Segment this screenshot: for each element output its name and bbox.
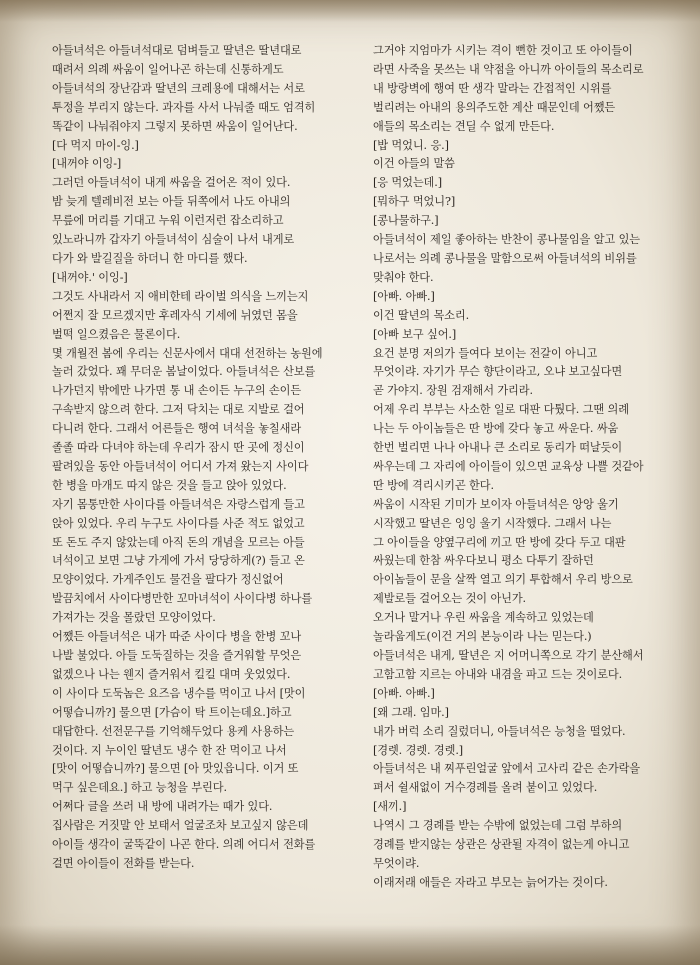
text-line: [다 먹지 마이-잉.] bbox=[52, 138, 139, 152]
text-line: 있노라니까 갑자기 아들녀석이 심술이 나서 내게로 bbox=[52, 233, 295, 247]
text-line: 무엇이랴. bbox=[373, 856, 420, 870]
text-line: 이 사이다 도둑놈은 요즈음 냉수를 먹이고 나서 [맛이 bbox=[52, 686, 306, 700]
text-line: 펴서 쉴새없이 거수경례를 올려 붙이고 있었다. bbox=[373, 781, 598, 795]
text-line: 먹구 싶은데요.] 하고 능청을 부린다. bbox=[52, 781, 227, 795]
text-line: 몇 개월전 봄에 우리는 신문사에서 대대 선전하는 농원에 bbox=[52, 346, 323, 360]
text-line: 집사람은 거짓말 안 보태서 얼굴조차 보고싶지 않은데 bbox=[52, 819, 309, 833]
text-line: [내꺼야 이잉-] bbox=[52, 157, 122, 171]
text-line: 또 돈도 주지 않았는데 아직 돈의 개념을 모르는 아들 bbox=[52, 535, 305, 549]
right-text-column bbox=[373, 42, 678, 893]
text-line: 없겠으나 나는 웬지 즐거워서 킬킬 대며 웃었었다. bbox=[52, 667, 291, 681]
text-line: 무엇이랴. 자기가 무슨 향단이라고, 오냐 보고싶다면 bbox=[373, 365, 623, 379]
text-line: [아빠 보구 싶어.] bbox=[373, 327, 457, 341]
text-line: 어떻습니까?] 물으면 [가슴이 탁 트이는데요.]하고 bbox=[52, 705, 292, 719]
text-line: 것이다. 지 누이인 딸년도 냉수 한 잔 먹이고 나서 bbox=[52, 743, 287, 757]
text-line: 한 병을 마개도 따지 않은 것을 들고 앉아 있었다. bbox=[52, 478, 287, 492]
text-line: 아들녀석의 장난감과 딸년의 크레용에 대해서는 서로 bbox=[52, 81, 305, 95]
text-line: 내 방랑벽에 행여 딴 생각 말라는 간접적인 시위를 bbox=[373, 81, 612, 95]
text-line: 아들녀석은 아들녀석대로 덤벼들고 딸년은 딸년대로 bbox=[52, 44, 302, 57]
text-line: 나발 불었다. 아들 도둑질하는 것을 즐거워할 무엇은 bbox=[52, 649, 302, 662]
text-line: 아이놈들이 문을 살짝 열고 의기 투합해서 우리 방으로 bbox=[373, 573, 633, 587]
text-line: 내가 버럭 소리 질렀더니, 아들녀석은 능청을 떨었다. bbox=[373, 724, 626, 738]
text-line: [밥 먹었니. 응.] bbox=[373, 138, 449, 152]
text-line: 경례를 받지않는 상관은 상관될 자격이 없는게 아니고 bbox=[373, 838, 630, 852]
text-line: 요건 분명 저의가 들여다 보이는 전갈이 아니고 bbox=[373, 346, 598, 360]
text-line: 팔려있을 동안 아들녀석이 어디서 가져 왔는지 사이다 bbox=[52, 459, 309, 473]
text-line: 아들녀석은 내게, 딸년은 지 어머니쪽으로 각기 분산해서 bbox=[373, 649, 644, 662]
text-line: 아들녀석은 내 찌푸린얼굴 앞에서 고사리 같은 손가락을 bbox=[373, 762, 641, 776]
text-line: [새끼.] bbox=[373, 800, 407, 814]
text-line: 벌떡 일으켰음은 물론이다. bbox=[52, 327, 181, 341]
text-line: 졸졸 따라 다녀야 하는데 우리가 잠시 딴 곳에 정신이 bbox=[52, 441, 305, 455]
text-line: 시작했고 딸년은 잉잉 울기 시작했다. 그래서 나는 bbox=[373, 516, 612, 530]
text-line: 제발로들 걸어오는 것이 아닌가. bbox=[373, 592, 527, 606]
text-line: 발끔치에서 사이다병만한 꼬마녀석이 사이다병 하나를 bbox=[52, 592, 313, 606]
text-line: 밤 늦게 텔레비전 보는 아들 뒤쪽에서 나도 아내의 bbox=[52, 195, 291, 209]
text-line: 그것도 사내라서 지 애비한테 라이벌 의식을 느끼는지 bbox=[52, 289, 309, 303]
text-line: [내꺼야.' 이잉-] bbox=[52, 270, 128, 284]
text-line: 맞춰야 한다. bbox=[373, 270, 434, 284]
text-line: 나는 두 아이놈들은 딴 방에 갖다 놓고 싸운다. 싸움 bbox=[373, 422, 619, 436]
text-line: 벌리려는 아내의 용의주도한 계산 때문인데 어쨌든 bbox=[373, 100, 616, 114]
text-line: 어제 우리 부부는 사소한 일로 대판 다퉜다. 그땐 의례 bbox=[373, 403, 629, 417]
text-line: 모양이었다. 가게주인도 물건을 팔다가 정신없어 bbox=[52, 573, 284, 587]
text-line: 나가던지 밖에만 나가면 통 내 손이든 누구의 손이든 bbox=[52, 384, 302, 398]
text-line: 이래저래 애들은 자라고 부모는 늙어가는 것이다. bbox=[373, 875, 608, 889]
text-line: [응 먹었는데.] bbox=[373, 176, 442, 190]
text-line: [경렛. 경렛. 경렛.] bbox=[373, 743, 464, 757]
text-line: [아빠. 아빠.] bbox=[373, 289, 435, 303]
text-line: 놀러 갔었다. 꽤 무더운 봄날이었다. 아들녀석은 산보를 bbox=[52, 365, 316, 379]
text-line: 싸우는데 그 자리에 아이들이 있으면 교육상 나쁠 것같아 bbox=[373, 459, 644, 473]
text-line: 무릎에 머리를 기대고 누워 이런저런 잡소리하고 bbox=[52, 214, 284, 228]
text-line: 이건 딸년의 목소리. bbox=[373, 308, 470, 322]
text-line: 그 아이들을 양옆구리에 끼고 딴 방에 갖다 두고 대판 bbox=[373, 535, 626, 549]
text-line: 놀라웁게도(이건 거의 본능이라 나는 믿는다.) bbox=[373, 630, 592, 644]
text-line: 싸웠는데 한참 싸우다보니 평소 다투기 잘하던 bbox=[373, 554, 594, 568]
text-line: 앉아 있었다. 우리 누구도 사이다를 사준 적도 없었고 bbox=[52, 516, 305, 530]
text-line: 때려서 의례 싸움이 일어나곤 하는데 신통하게도 bbox=[52, 62, 284, 76]
text-line: 그러던 아들녀석이 내게 싸움을 걸어온 적이 있다. bbox=[52, 176, 291, 190]
text-line: 고함고함 지르는 아내와 내겸을 파고 드는 것이로다. bbox=[373, 667, 623, 681]
text-line: 아이들 생각이 굴뚝같이 나곤 한다. 의례 어디서 전화를 bbox=[52, 838, 316, 852]
paper-top-edge bbox=[0, 0, 700, 22]
text-line: 녀석이고 보면 그냥 가게에 가서 당당하게(?) 들고 온 bbox=[52, 554, 305, 568]
text-line: [왜 그래. 임마.] bbox=[373, 705, 449, 719]
text-line: 어쨌든 아들녀석은 내가 따준 사이다 병을 한병 꼬나 bbox=[52, 630, 302, 644]
text-line: 가져가는 것을 몰랐던 모양이었다. bbox=[52, 611, 216, 625]
text-line: [맛이 어떻습니까?] 물으면 [아 맛있읍니다. 이거 또 bbox=[52, 762, 299, 776]
text-line: 이건 아들의 말씀 bbox=[373, 157, 455, 171]
text-line: 다니려 한다. 그래서 어른들은 행여 녀석을 놓칠새라 bbox=[52, 422, 302, 436]
text-line: 한번 벌리면 나나 아내나 큰 소리로 동리가 떠날듯이 bbox=[373, 441, 623, 455]
text-line: 아들녀석이 제일 좋아하는 반찬이 콩나물임을 알고 있는 bbox=[373, 233, 641, 247]
text-line: 그거야 지엄마가 시키는 격이 뻔한 것이고 또 아이들이 bbox=[373, 44, 633, 57]
left-text-column bbox=[52, 42, 352, 874]
text-line: 똑같이 나눠줘야지 그렇지 못하면 싸움이 일어난다. bbox=[52, 119, 298, 133]
text-line: 나로서는 의례 콩나물을 말함으로써 아들녀석의 비위를 bbox=[373, 251, 637, 265]
text-line: 대답한다. 선전문구를 기억해두었다 용케 사용하는 bbox=[52, 724, 295, 738]
text-line: 자기 몸통만한 사이다를 아들녀석은 자랑스럽게 들고 bbox=[52, 497, 305, 511]
text-line: 나역시 그 경례를 받는 수밖에 없었는데 그럼 부하의 bbox=[373, 819, 623, 833]
text-line: [아빠. 아빠.] bbox=[373, 686, 435, 700]
text-line: 걸면 아이들이 전화를 받는다. bbox=[52, 856, 195, 870]
text-line: 라면 사죽을 못쓰는 내 약점을 아니까 아이들의 목소리로 bbox=[373, 62, 644, 76]
text-line: [뭐하구 먹었니?] bbox=[373, 195, 456, 209]
text-line: 싸움이 시작된 기미가 보이자 아들녀석은 앙앙 울기 bbox=[373, 497, 619, 511]
text-line: 어쩐지 잘 모르겠지만 후레자식 기세에 뉘였던 몸을 bbox=[52, 308, 298, 322]
text-line: 애들의 목소리는 견딜 수 없게 만든다. bbox=[373, 119, 555, 133]
text-line: [콩나물하구.] bbox=[373, 214, 439, 228]
paper-bottom-edge bbox=[0, 925, 700, 965]
text-line: 오거나 말거나 우린 싸움을 계속하고 있었는데 bbox=[373, 611, 594, 625]
text-line: 어쩌다 글을 쓰러 내 방에 내려가는 때가 있다. bbox=[52, 800, 273, 814]
text-line: 곧 가야지. 장원 검재해서 가리라. bbox=[373, 384, 533, 398]
text-line: 구속받지 않으려 한다. 그저 닥치는 대로 지발로 걸어 bbox=[52, 403, 305, 417]
text-line: 투정을 부리지 않는다. 과자를 사서 나눠줄 때도 엄격히 bbox=[52, 100, 316, 114]
text-line: 딴 방에 격리시키곤 한다. bbox=[373, 478, 494, 492]
text-line: 다가 와 발길질을 하더니 한 마디를 했다. bbox=[52, 251, 248, 265]
